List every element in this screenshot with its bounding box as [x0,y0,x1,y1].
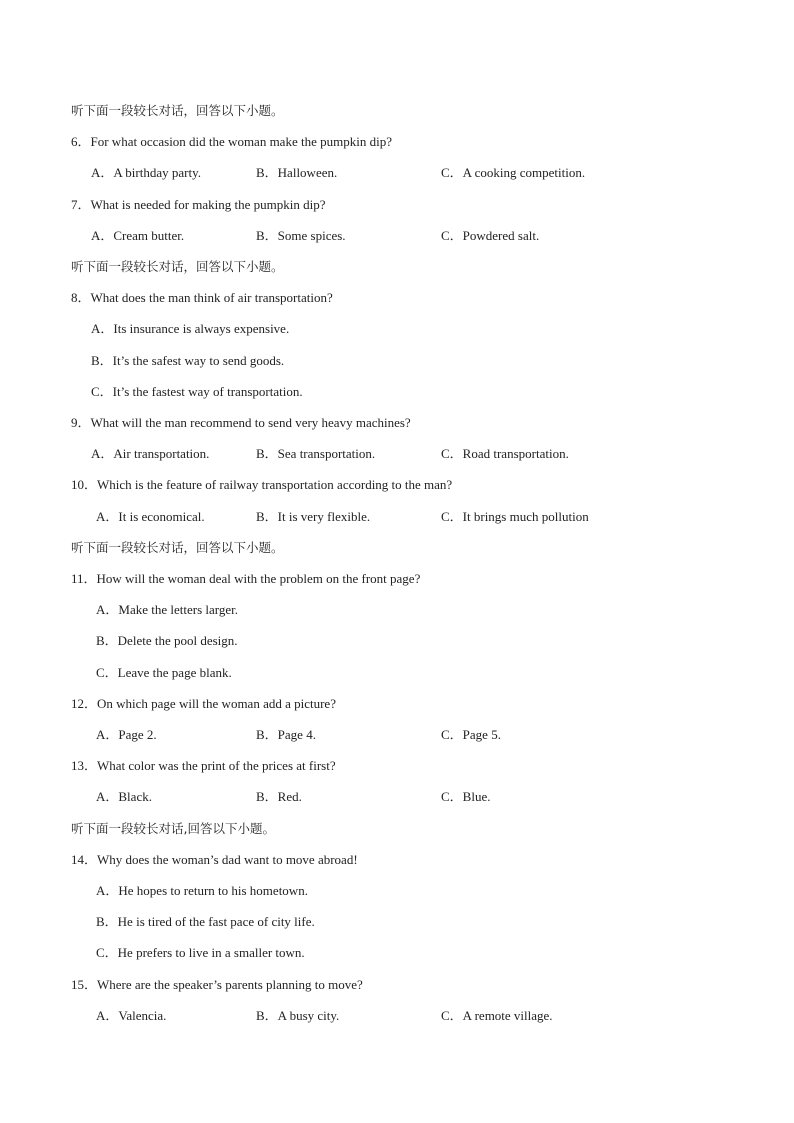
question-text: 15．Where are the speaker’s parents planning to move? [71,977,363,992]
answer-option: B．He is tired of the fast pace of city life. [96,914,315,929]
answer-option: C．A remote village. [441,1008,553,1023]
question-text: 13．What color was the print of the prices at first? [71,758,336,773]
question-text: 7．What is needed for making the pumpkin dip? [71,197,326,212]
question-text: 9．What will the man recommend to send very heavy machines? [71,415,411,430]
question-text: 6．For what occasion did the woman make the pumpkin dip? [71,134,392,149]
answer-option: C．It’s the fastest way of transportation. [91,384,303,399]
answer-option: B．Delete the pool design. [96,633,238,648]
answer-option: B．It is very flexible. [256,509,371,524]
answer-option: A．Its insurance is always expensive. [91,321,290,336]
answer-option: B．Red. [256,789,302,804]
answer-option: C．Blue. [441,789,491,804]
answer-option: C．Powdered salt. [441,228,540,243]
answer-option: C．Page 5. [441,727,501,742]
answer-option: C．It brings much pollution [441,509,589,524]
answer-option: B．Halloween. [256,165,338,180]
question-text: 12．On which page will the woman add a picture? [71,696,336,711]
answer-option: A．Cream butter. [91,228,185,243]
question-text: 8．What does the man think of air transportation? [71,290,333,305]
answer-option: A．Air transportation. [91,446,210,461]
answer-option: C．Road transportation. [441,446,569,461]
answer-option: B．Sea transportation. [256,446,376,461]
answer-option: A．It is economical. [96,509,205,524]
question-text: 14．Why does the woman’s dad want to move abroad! [71,852,358,867]
answer-option: C．He prefers to live in a smaller town. [96,945,305,960]
answer-option: C．A cooking competition. [441,165,586,180]
section-instruction: 听下面一段较长对话，回答以下小题。 [71,259,284,274]
answer-option: C．Leave the page blank. [96,665,232,680]
question-text: 10．Which is the feature of railway transportation according to the man? [71,477,453,492]
answer-option: B．It’s the safest way to send goods. [91,353,285,368]
answer-option: A．A birthday party. [91,165,201,180]
answer-option: A．Page 2. [96,727,157,742]
answer-option: A．He hopes to return to his hometown. [96,883,308,898]
answer-option: B．A busy city. [256,1008,340,1023]
question-text: 11．How will the woman deal with the problem on the front page? [71,571,421,586]
answer-option: A．Make the letters larger. [96,602,238,617]
answer-option: B．Some spices. [256,228,346,243]
answer-option: A．Valencia. [96,1008,167,1023]
answer-option: B．Page 4. [256,727,316,742]
section-instruction: 听下面一段较长对话,回答以下小题。 [71,821,275,836]
answer-option: A．Black. [96,789,152,804]
section-instruction: 听下面一段较长对话，回答以下小题。 [71,540,284,555]
section-instruction: 听下面一段较长对话，回答以下小题。 [71,103,284,118]
